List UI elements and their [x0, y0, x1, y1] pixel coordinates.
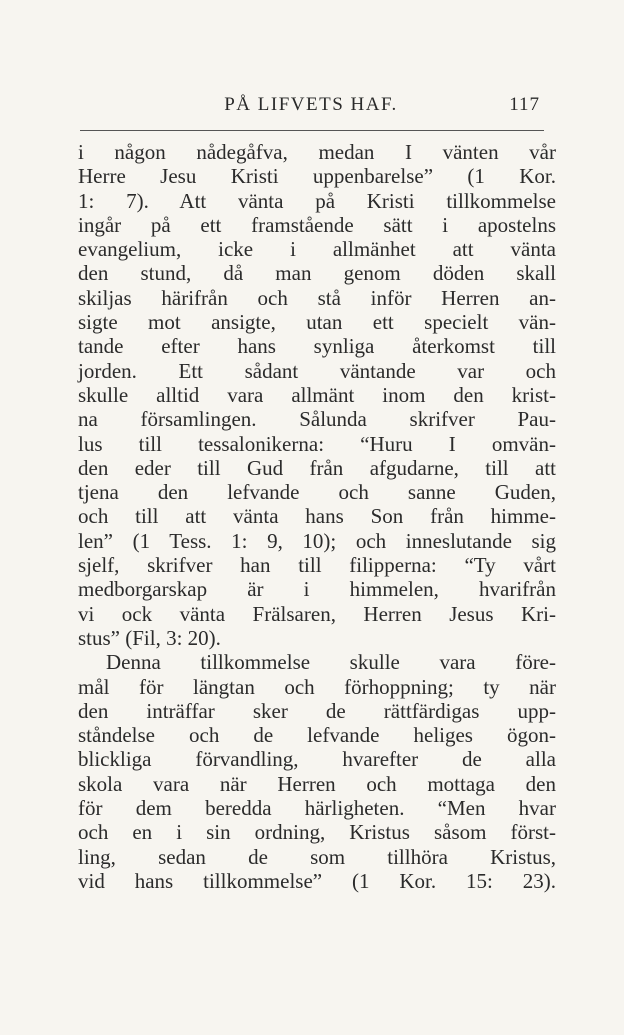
text-line: den stund, då man genom döden skall	[78, 261, 556, 286]
running-title: PÅ LIFVETS HAF.	[224, 94, 398, 115]
text-line: stus” (Fil, 3: 20).	[78, 625, 221, 650]
text-line: ståndelse och de lefvande heliges ögon-	[78, 723, 556, 748]
text-line: tande efter hans synliga återkomst till	[78, 334, 556, 359]
text-line: sigte mot ansigte, utan ett specielt vän-	[78, 310, 556, 335]
text-line: tjena den lefvande och sanne Guden,	[78, 480, 556, 505]
text-line: medborgarskap är i himmelen, hvarifrån	[78, 577, 556, 602]
text-line: Denna tillkommelse skulle vara före-	[106, 650, 556, 675]
text-line: skola vara när Herren och mottaga den	[78, 771, 556, 796]
text-line: na församlingen. Sålunda skrifver Pau-	[78, 407, 556, 432]
text-line: lus till tessalonikerna: “Huru I omvän-	[78, 431, 556, 456]
text-line: Herre Jesu Kristi uppenbarelse” (1 Kor.	[78, 164, 556, 189]
text-line: mål för längtan och förhoppning; ty när	[78, 674, 556, 699]
text-line: den eder till Gud från afgudarne, till att	[78, 455, 556, 480]
text-line: ling, sedan de som tillhöra Kristus,	[78, 844, 556, 869]
text-line: i någon nådegåfva, medan I vänten vår	[78, 140, 556, 164]
text-line: och en i sin ordning, Kristus såsom först-	[78, 820, 556, 845]
text-line: vi ock vänta Frälsaren, Herren Jesus Kri-	[78, 601, 556, 626]
text-line: jorden. Ett sådant väntande var och	[78, 358, 556, 383]
text-line: 1: 7). Att vänta på Kristi tillkommelse	[78, 188, 556, 213]
text-line: skiljas härifrån och stå inför Herren an-	[78, 285, 556, 310]
text-line: vid hans tillkommelse” (1 Kor. 15: 23).	[78, 868, 556, 893]
text-line: sjelf, skrifver han till filipperna: “Ty vårt	[78, 553, 556, 578]
text-line: och till att vänta hans Son från himme-	[78, 504, 556, 529]
text-line: blickliga förvandling, hvarefter de alla	[78, 747, 556, 772]
text-line: för dem beredda härligheten. “Men hvar	[78, 796, 556, 821]
text-line: evangelium, icke i allmänhet att vänta	[78, 237, 556, 262]
header-rule	[80, 130, 544, 131]
page-header	[78, 92, 544, 122]
text-line: den inträffar sker de rättfärdigas upp-	[78, 698, 556, 723]
text-line: len” (1 Tess. 1: 9, 10); och inneslutande sig	[78, 528, 556, 553]
page-number: 117	[509, 94, 540, 115]
body-text	[78, 140, 556, 893]
text-line: ingår på ett framstående sätt i apostelns	[78, 212, 556, 237]
text-line: skulle alltid vara allmänt inom den krist-	[78, 382, 556, 407]
